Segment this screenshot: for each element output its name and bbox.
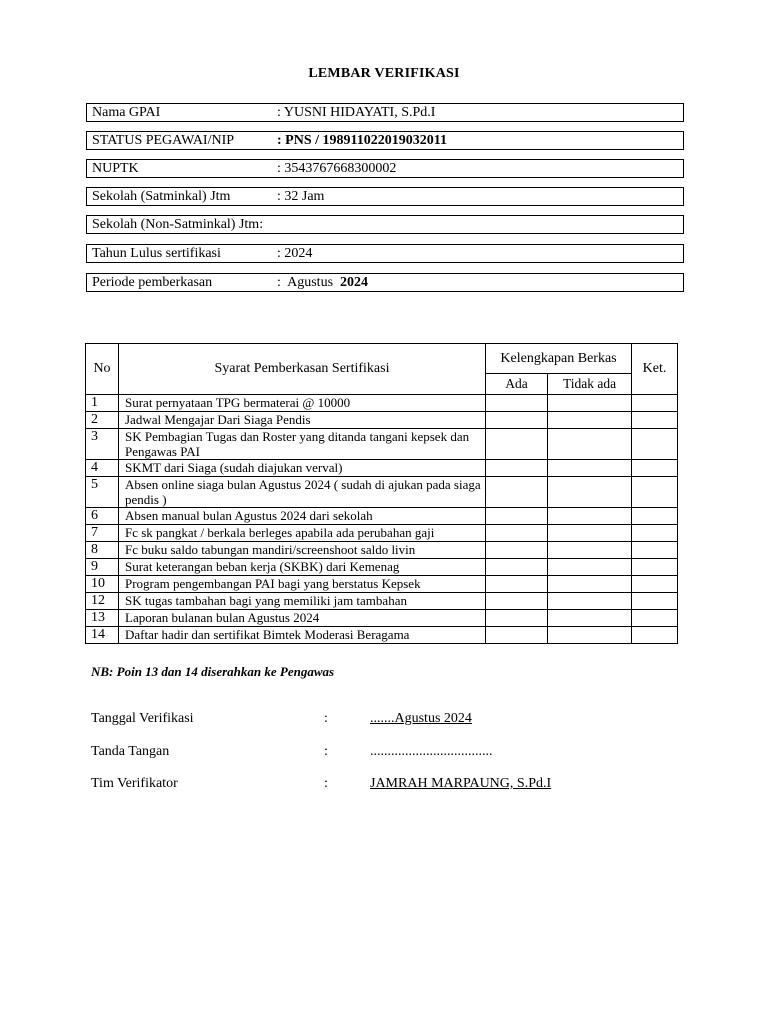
tidak-ada-cell[interactable] (548, 593, 632, 610)
row-number: 10 (86, 576, 119, 593)
row-number: 7 (86, 525, 119, 542)
signature-value: .......Agustus 2024 (370, 711, 472, 726)
row-number: 5 (86, 477, 119, 508)
row-requirement: SK tugas tambahan bagi yang memiliki jam tambahan (119, 593, 486, 610)
ket-cell[interactable] (632, 627, 678, 644)
header-ada: Ada (486, 374, 548, 395)
header-tidak-ada: Tidak ada (548, 374, 632, 395)
ada-cell[interactable] (486, 395, 548, 412)
ket-cell[interactable] (632, 429, 678, 460)
ada-cell[interactable] (486, 525, 548, 542)
row-requirement: Surat pernyataan TPG bermaterai @ 10000 (119, 395, 486, 412)
signature-label: Tanda Tangan (91, 744, 170, 759)
table-row (86, 429, 678, 460)
info-value: : PNS / 198911022019032011 (277, 133, 447, 148)
signature-value: JAMRAH MARPAUNG, S.Pd.I (370, 776, 552, 791)
row-number: 14 (86, 627, 119, 644)
ket-cell[interactable] (632, 610, 678, 627)
row-number: 3 (86, 429, 119, 460)
ada-cell[interactable] (486, 460, 548, 477)
table-row (86, 542, 678, 559)
tidak-ada-cell[interactable] (548, 542, 632, 559)
ada-cell[interactable] (486, 610, 548, 627)
table-row (86, 477, 678, 508)
tidak-ada-cell[interactable] (548, 460, 632, 477)
signature-label: Tim Verifikator (91, 776, 178, 791)
row-number: 2 (86, 412, 119, 429)
info-value: : 2024 (277, 246, 313, 261)
header-ket: Ket. (632, 344, 678, 395)
ada-cell[interactable] (486, 576, 548, 593)
table-row (86, 610, 678, 627)
note: NB: Poin 13 dan 14 diserahkan ke Pengawas (91, 664, 335, 679)
row-requirement: Daftar hadir dan sertifikat Bimtek Moderasi Beragama (119, 627, 486, 644)
tidak-ada-cell[interactable] (548, 412, 632, 429)
tidak-ada-cell[interactable] (548, 395, 632, 412)
ket-cell[interactable] (632, 576, 678, 593)
table-row (86, 508, 678, 525)
ada-cell[interactable] (486, 542, 548, 559)
signature-label: Tanggal Verifikasi (91, 711, 194, 726)
info-row-tahun-lulus (86, 244, 684, 263)
ket-cell[interactable] (632, 508, 678, 525)
tidak-ada-cell[interactable] (548, 477, 632, 508)
ada-cell[interactable] (486, 508, 548, 525)
ket-cell[interactable] (632, 525, 678, 542)
page-title: LEMBAR VERIFIKASI (308, 66, 460, 81)
ket-cell[interactable] (632, 559, 678, 576)
row-requirement: SK Pembagian Tugas dan Roster yang ditanda tangani kepsek dan Pengawas PAI (119, 429, 486, 460)
tidak-ada-cell[interactable] (548, 508, 632, 525)
ada-cell[interactable] (486, 593, 548, 610)
ada-cell[interactable] (486, 429, 548, 460)
signature-colon: : (324, 776, 328, 791)
table-row (86, 593, 678, 610)
info-row-satminkal (86, 187, 684, 206)
header-kelengkapan: Kelengkapan Berkas (486, 344, 632, 374)
row-number: 13 (86, 610, 119, 627)
table-row (86, 412, 678, 429)
ket-cell[interactable] (632, 542, 678, 559)
info-row-non-satminkal (86, 215, 684, 234)
row-requirement: Surat keterangan beban kerja (SKBK) dari Kemenag (119, 559, 486, 576)
table-row (86, 395, 678, 412)
tidak-ada-cell[interactable] (548, 610, 632, 627)
info-label: Sekolah (Satminkal) Jtm (92, 189, 231, 204)
signature-colon: : (324, 711, 328, 726)
row-requirement: Laporan bulanan bulan Agustus 2024 (119, 610, 486, 627)
ket-cell[interactable] (632, 412, 678, 429)
ada-cell[interactable] (486, 559, 548, 576)
info-value: : YUSNI HIDAYATI, S.Pd.I (277, 105, 436, 120)
row-number: 12 (86, 593, 119, 610)
tidak-ada-cell[interactable] (548, 525, 632, 542)
header-no: No (86, 344, 119, 395)
ket-cell[interactable] (632, 477, 678, 508)
info-row-nama (86, 103, 684, 122)
row-requirement: SKMT dari Siaga (sudah diajukan verval) (119, 460, 486, 477)
info-label: STATUS PEGAWAI/NIP (92, 133, 235, 148)
row-number: 6 (86, 508, 119, 525)
row-number: 9 (86, 559, 119, 576)
info-label: Sekolah (Non-Satminkal) Jtm: (92, 217, 264, 232)
info-value-year: 2024 (340, 275, 369, 290)
ada-cell[interactable] (486, 477, 548, 508)
signature-value: ................................... (370, 744, 493, 759)
tidak-ada-cell[interactable] (548, 429, 632, 460)
ada-cell[interactable] (486, 627, 548, 644)
table-row (86, 460, 678, 477)
requirements-table (85, 343, 678, 644)
info-value: : 32 Jam (277, 189, 325, 204)
table-row (86, 525, 678, 542)
info-row-nuptk (86, 159, 684, 178)
row-requirement: Absen online siaga bulan Agustus 2024 ( sudah di ajukan pada siaga pendis ) (119, 477, 486, 508)
info-value (277, 274, 368, 291)
info-label: NUPTK (92, 161, 139, 176)
info-label: Nama GPAI (92, 105, 161, 120)
row-requirement: Fc buku saldo tabungan mandiri/screenshoot saldo livin (119, 542, 486, 559)
table-row (86, 576, 678, 593)
row-number: 1 (86, 395, 119, 412)
row-requirement: Absen manual bulan Agustus 2024 dari sekolah (119, 508, 486, 525)
info-row-periode (86, 273, 684, 292)
row-requirement: Program pengembangan PAI bagi yang berstatus Kepsek (119, 576, 486, 593)
header-syarat: Syarat Pemberkasan Sertifikasi (119, 344, 486, 395)
ket-cell[interactable] (632, 395, 678, 412)
table-row (86, 559, 678, 576)
table-row (86, 627, 678, 644)
info-label: Tahun Lulus sertifikasi (92, 246, 221, 261)
info-value: : 3543767668300002 (277, 161, 397, 176)
row-number: 4 (86, 460, 119, 477)
info-value-prefix: : Agustus (277, 275, 341, 290)
ket-cell[interactable] (632, 593, 678, 610)
tidak-ada-cell[interactable] (548, 559, 632, 576)
signature-colon: : (324, 744, 328, 759)
tidak-ada-cell[interactable] (548, 576, 632, 593)
info-row-status (86, 131, 684, 150)
row-number: 8 (86, 542, 119, 559)
info-label: Periode pemberkasan (92, 275, 213, 290)
ket-cell[interactable] (632, 460, 678, 477)
row-requirement: Fc sk pangkat / berkala berleges apabila ada perubahan gaji (119, 525, 486, 542)
row-requirement: Jadwal Mengajar Dari Siaga Pendis (119, 412, 486, 429)
tidak-ada-cell[interactable] (548, 627, 632, 644)
ada-cell[interactable] (486, 412, 548, 429)
